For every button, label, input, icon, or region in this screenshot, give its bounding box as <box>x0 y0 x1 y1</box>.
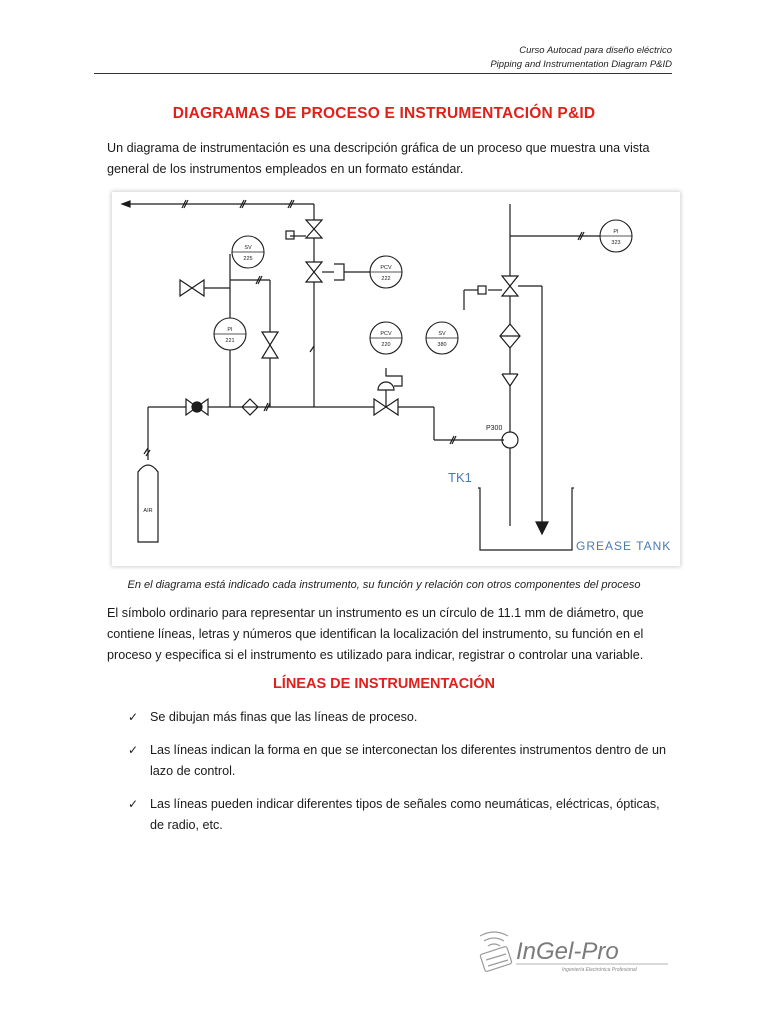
instrument-number-5: 380 <box>437 342 447 348</box>
logo-tagline: Ingeniería Electrónica Profesional <box>562 967 637 973</box>
valve-ball <box>192 402 202 412</box>
ingel-pro-logo <box>472 926 672 976</box>
pid-diagram-figure <box>112 192 680 566</box>
header-divider <box>94 73 672 74</box>
solenoid-box <box>286 231 294 239</box>
tank-name-label: GREASE TANK <box>576 539 672 553</box>
header-document-subtitle: Pipping and Instrumentation Diagram P&ID <box>490 59 672 70</box>
instrument-tag-3: PI <box>227 327 233 333</box>
checkmark-icon: ✓ <box>128 797 139 811</box>
check-valve-right <box>502 374 518 386</box>
bullet-list <box>128 707 668 848</box>
instrument-tag-6: PI <box>613 229 619 235</box>
arrow-left-icon <box>122 201 130 207</box>
bullet-text: Las líneas pueden indicar diferentes tipos de señales como neumáticas, eléctricas, ópticas, de radio, etc. <box>150 797 660 832</box>
instrument-number-4: 220 <box>381 342 391 348</box>
gate-valve-top <box>306 220 322 238</box>
symbol-paragraph: El símbolo ordinario para representar un instrumento es un círculo de 11.1 mm de diámetro, que contiene líneas, letras y números que identifican la localización del instrumento, su función en el proceso y especifica si el instrumento es utilizado para indicar, registrar o controlar una variable. <box>107 606 644 662</box>
bullet-text: Las líneas indican la forma en que se interconectan los diferentes instrumentos dentro de un lazo de control. <box>150 743 666 778</box>
pid-diagram <box>112 192 680 566</box>
pump-label: P300 <box>486 425 503 432</box>
gate-valve-bypass <box>262 332 278 358</box>
gate-valve-right <box>502 276 518 296</box>
logo-wordmark: InGel-Pro <box>516 938 619 965</box>
list-item <box>128 794 668 836</box>
air-cylinder <box>138 465 158 542</box>
solenoid-box-right <box>478 286 486 294</box>
pressure-control-valve <box>306 262 322 282</box>
page-title: DIAGRAMAS DE PROCESO E INSTRUMENTACIÓN P&ID <box>172 105 596 122</box>
logo-graphic <box>472 926 672 976</box>
tank-tag-label: TK1 <box>448 470 472 485</box>
tank-outline <box>478 488 574 550</box>
instrument-tag-1: SV <box>244 245 252 251</box>
air-label: AIR <box>143 508 153 514</box>
instrument-tag-4: PCV <box>380 331 392 337</box>
bullet-text: Se dibujan más finas que las líneas de proceso. <box>150 710 418 724</box>
intro-paragraph: Un diagrama de instrumentación es una descripción gráfica de un proceso que muestra una vista general de los instrumentos empleados en un formato estándar. <box>107 141 650 176</box>
checkmark-icon: ✓ <box>128 710 139 724</box>
figure-caption: En el diagrama está indicado cada instrumento, su función y relación con otros componentes del proceso <box>127 579 641 591</box>
arrow-down-icon <box>536 522 548 534</box>
header-course-title: Curso Autocad para diseño eléctrico <box>519 45 672 56</box>
actuator-icon <box>378 382 394 390</box>
instrument-tag-2: PCV <box>380 265 392 271</box>
instrument-tag-5: SV <box>438 331 446 337</box>
instrument-number-2: 222 <box>381 276 391 282</box>
pump-circle <box>502 432 518 448</box>
instrument-number-6: 323 <box>611 240 621 246</box>
instrument-number-1: 225 <box>243 256 253 262</box>
checkmark-icon: ✓ <box>128 743 139 757</box>
list-item <box>128 740 668 782</box>
page-header <box>490 44 672 72</box>
section-subtitle: LÍNEAS DE INSTRUMENTACIÓN <box>272 676 496 692</box>
list-item <box>128 707 668 728</box>
gate-valve-left <box>180 280 204 296</box>
instrument-number-3: 221 <box>225 338 235 344</box>
